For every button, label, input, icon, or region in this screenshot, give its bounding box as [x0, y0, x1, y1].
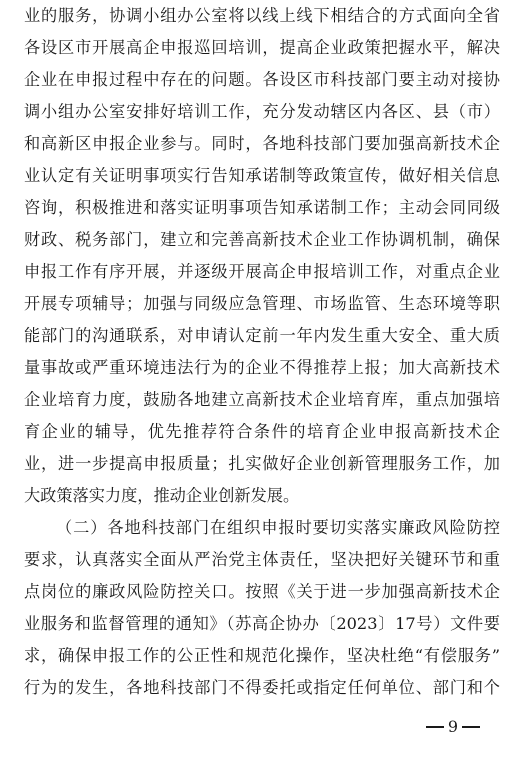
text-line-5: 和高新区申报企业参与。同时，各地科技部门要加强高新技术企 [24, 134, 500, 153]
text-line-18: 要求，认真落实全面从严治党主体责任，坚决把好关键环节和重 [24, 550, 500, 569]
text-line-22: 行为的发生，各地科技部门不得委托或指定任何单位、部门和个 [24, 678, 500, 697]
text-line-19: 点岗位的廉政风险防控关口。按照《关于进一步加强高新技术企 [24, 582, 500, 601]
text-line-14: 育企业的辅导，优先推荐符合条件的培育企业申报高新技术企 [24, 422, 500, 441]
document-page [24, 0, 500, 762]
text-line-20: 业服务和监督管理的通知》（苏高企协办〔2023〕17号）文件要 [24, 614, 500, 633]
section-heading-line: （二）各地科技部门在组织申报时要切实落实廉政风险防控 [56, 518, 500, 537]
text-line-16: 大政策落实力度，推动企业创新发展。 [24, 486, 300, 505]
page-number-dash-left [426, 726, 444, 728]
text-line-13: 企业培育力度，鼓励各地建立高新技术企业培育库，重点加强培 [24, 390, 500, 409]
text-line-2: 各设区市开展高企申报巡回培训，提高企业政策把握水平，解决 [24, 38, 500, 57]
text-line-10: 开展专项辅导；加强与同级应急管理、市场监管、生态环境等职 [24, 294, 500, 313]
text-line-12: 量事故或严重环境违法行为的企业不得推荐上报；加大高新技术 [24, 358, 500, 377]
text-line-1: 业的服务，协调小组办公室将以线上线下相结合的方式面向全省 [24, 6, 500, 25]
text-line-6: 业认定有关证明事项实行告知承诺制等政策宣传，做好相关信息 [24, 166, 500, 185]
text-line-4: 调小组办公室安排好培训工作，充分发动辖区内各区、县（市） [24, 102, 500, 121]
text-line-8: 财政、税务部门，建立和完善高新技术企业工作协调机制，确保 [24, 230, 500, 249]
text-line-11: 能部门的沟通联系，对申请认定前一年内发生重大安全、重大质 [24, 326, 500, 345]
page-number-dash-right [462, 726, 480, 728]
page-number [422, 717, 484, 737]
text-line-21: 求，确保申报工作的公正性和规范化操作，坚决杜绝“有偿服务” [24, 646, 500, 665]
text-line-7: 咨询，积极推进和落实证明事项告知承诺制工作；主动会同同级 [24, 198, 500, 217]
text-line-3: 企业在申报过程中存在的问题。各设区市科技部门要主动对接协 [24, 70, 500, 89]
page-number-value: 9 [447, 717, 458, 736]
text-line-15: 业，进一步提高申报质量；扎实做好企业创新管理服务工作，加 [24, 454, 500, 473]
text-line-9: 申报工作有序开展，并逐级开展高企申报培训工作，对重点企业 [24, 262, 500, 281]
